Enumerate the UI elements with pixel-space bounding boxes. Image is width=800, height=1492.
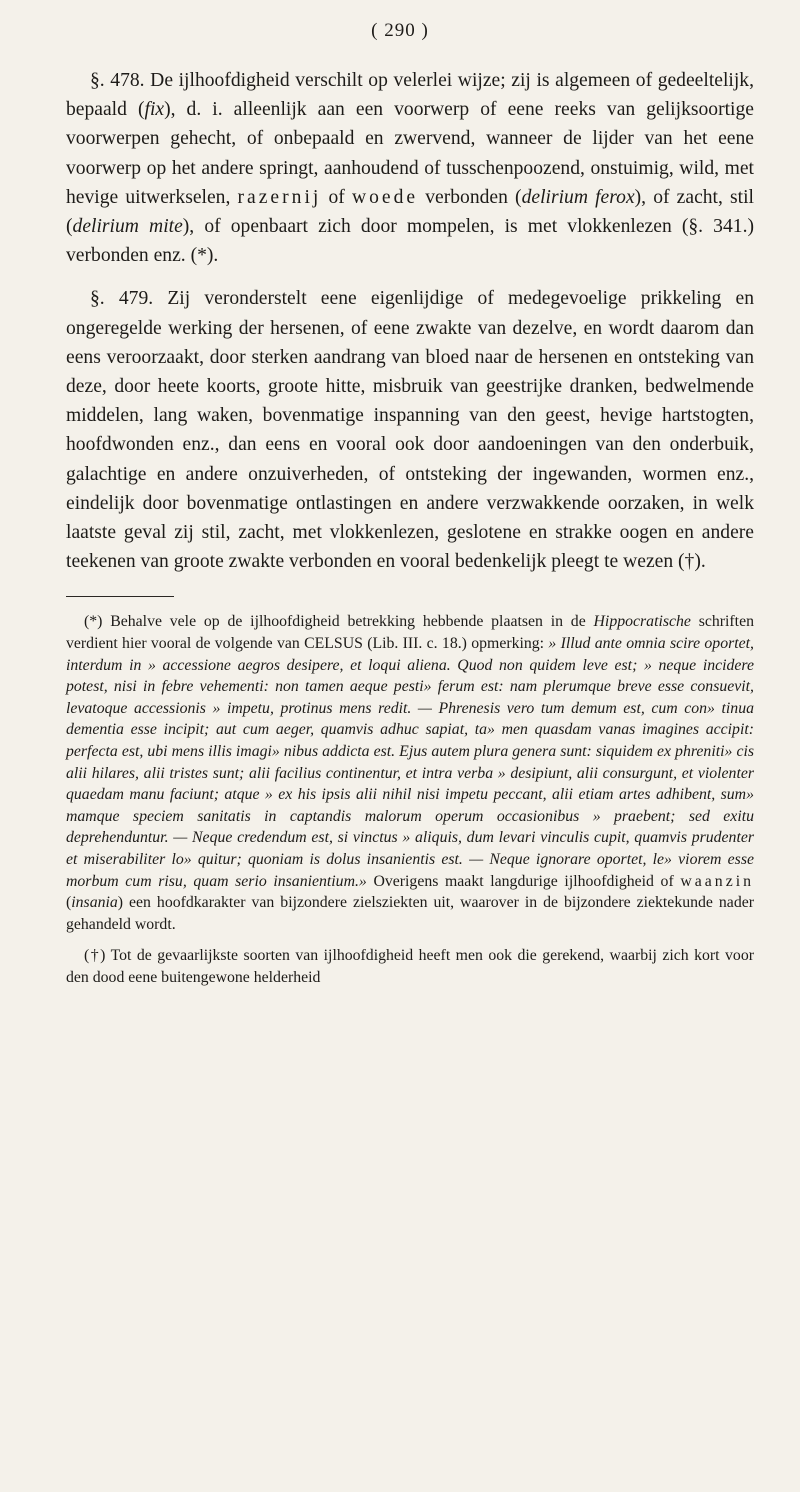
celsus-quotation: » Illud ante omnia scire oportet, interdum in » accessione aegros desipere, et loqui aliena. Quod non quidem leve est; » neque incidere potest, nisi in febre vehementi: non tamen aeque pesti» ferum est: nam plerumque breve esse consuevit, levatoque accessionis » impetu, protinus mens redit. — Phrenesis vero tum demum est, cum con» tinua dementia esse incipit; aut cum aeger, quamvis adhuc sapiat, ta» men quasdam vanas imagines accipit: perfecta est, ubi mens illis imagi» nibus addicta est. Ejus autem plura genera sunt: siquidem ex phreniti» cis alii hilares, alii tristes sunt; alii facilius continentur, et intra verba » desipiunt, alii consurgunt, et violenter quaedam manu faciunt; atque » ex his ipsis alii nihil nisi impetu peccant, alii etiam artes adhibent, sum» mamque speciem sanitatis in captandis malorum operum occasionibus » praebent; sed exitu deprehenduntur. — Neque credendum est, si vinctus » aliquis, dum levari vinculis cupit, quamvis prudenter et miserabiliter lo» quitur; quoniam is dolus insanientis est. — Neque ignorare oportet, le» viorem esse morbum cum risu, quam serio insanientium.» [66, 635, 754, 890]
paragraph-478-part-5: ), of zacht, stil ( [66, 186, 754, 238]
footnote-star-tail-3: ) een hoofdkarakter van bijzondere zielsziekten uit, waarover in de bijzondere ziektekunde nader gehandeld wordt. [66, 894, 754, 933]
page-body [66, 66, 754, 999]
footnote-dagger: (†) Tot de gevaarlijkste soorten van ijlhoofdigheid heeft men ook die gerekend, waarbij zich kort voor den dood eene buitengewone helderheid [66, 947, 754, 986]
term-hippocratische: Hippocratische [593, 613, 691, 631]
term-delirium-mite: delirium mite [72, 216, 183, 238]
term-waanzin: waanzin [680, 872, 754, 890]
term-woede: woede [351, 186, 419, 208]
term-razernij: razernij [237, 186, 322, 208]
footnote-star-tail-1: Overigens maakt langdurige ijlhoofdigheid of [366, 872, 681, 890]
page-number: ( 290 ) [371, 20, 429, 41]
paragraph-478-part-2: ), d. i. alleenlijk aan een voorwerp of eene reeks van gelijksoortige voorwerpen gehecht, of onbepaald en zwervend, wanneer de lijder van het eene voorwerp op het andere springt, aanhoudend of tusschenpoozend, onstuimig, wild, met hevige uitwerkselen, [66, 99, 754, 208]
paragraph-478-part-6: ), of openbaart zich door mompelen, is met vlokkenlezen (§. 341.) verbonden enz. (*). [66, 216, 754, 267]
paragraph-478-part-1: §. 478. De ijlhoofdigheid verschilt op velerlei wijze; zij is algemeen of gedeeltelijk, bepaald ( [66, 70, 754, 121]
footnote-star-mid: schriften verdient hier vooral de volgende van CELSUS (Lib. III. c. 18.) opmerking: [66, 613, 754, 653]
footnote-divider [66, 596, 174, 597]
paragraph-478-part-3: of [321, 186, 352, 208]
paragraph-479: §. 479. Zij veronderstelt eene eigenlijdige of medegevoelige prikkeling en ongeregelde werking der hersenen, of eene zwakte van dezelve, en wordt daarom dan eens veroorzaakt, door sterken aandrang van bloed naar de hersenen en ontsteking van deze, door heete koorts, groote hitte, misbruik van geestrijke dranken, bedwelmende middelen, lang waken, bovenmatige inspanning van den geest, hevige hartstogten, hoofdwonden enz., dan eens en vooral ook door aandoeningen van den onderbuik, galachtige en andere onzuiverheden, of ontsteking der ingewanden, wormen enz., eindelijk door bovenmatige ontlastingen en andere verzwakkende oorzaken, in welk laatste geval zij stil, zacht, met vlokkenlezen, geslotene en strakke oogen en andere teekenen van groote zwakte verbonden en vooral bedenkelijk pleegt te wezen (†). [66, 288, 754, 573]
term-insania: insania [71, 894, 118, 912]
paragraph-478 [66, 66, 754, 270]
paragraph-478-part-4: verbonden ( [418, 186, 522, 208]
term-fix: fix [144, 99, 165, 121]
footnote-star-lead: (*) Behalve vele op de ijlhoofdigheid betrekking hebbende plaatsen in de [84, 613, 594, 631]
footnote-star-tail-2: ( [66, 894, 72, 912]
footnote-star [66, 611, 754, 935]
term-delirium-ferox: delirium ferox [521, 186, 635, 208]
